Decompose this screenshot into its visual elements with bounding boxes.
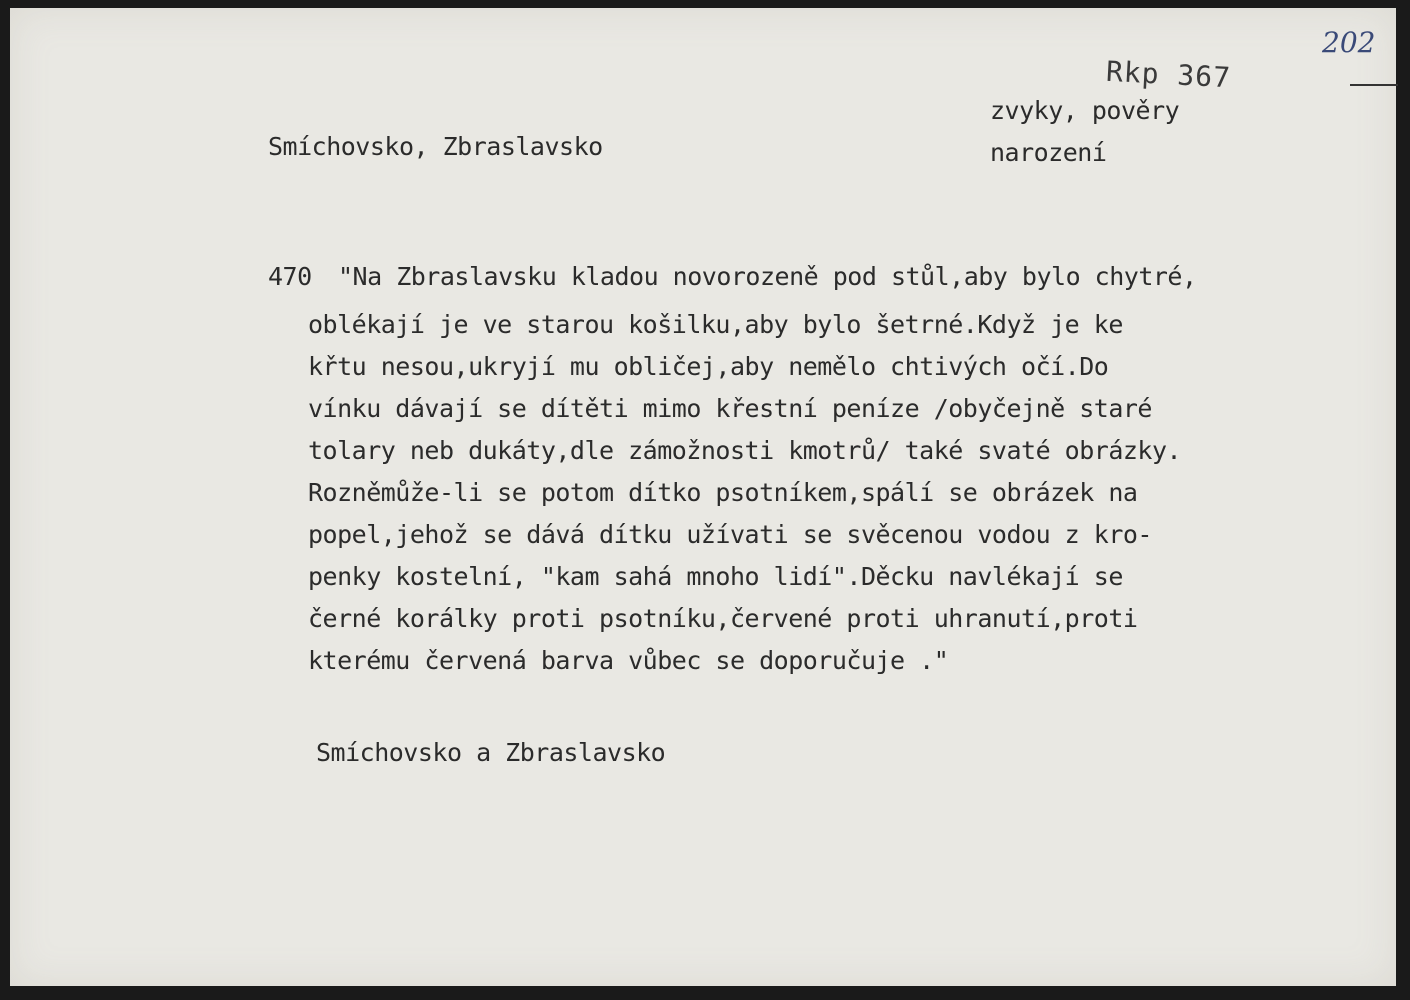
entry-line: penky kostelní, "kam sahá mnoho lidí".Děcku navlékají se — [308, 562, 1123, 591]
entry-body — [308, 304, 1181, 682]
entry-line: vínku dávají se dítěti mimo křestní peníze /obyčejně staré — [308, 394, 1152, 423]
handwritten-page-number: 202 — [1322, 26, 1376, 59]
entry-line: Rozněmůže-li se potom dítko psotníkem,spálí se obrázek na — [308, 478, 1138, 507]
header-topic-line2: narození — [990, 138, 1107, 167]
entry-line: křtu nesou,ukryjí mu obličej,aby nemělo chtivých očí.Do — [308, 352, 1109, 381]
entry-line: popel,jehož se dává dítku užívati se svěcenou vodou z kro- — [308, 520, 1152, 549]
header-topic-line1: zvyky, pověry — [990, 96, 1180, 125]
entry-line: tolary neb dukáty,dle zámožnosti kmotrů/ také svaté obrázky. — [308, 436, 1182, 465]
entry-first-line: "Na Zbraslavsku kladou novorozeně pod stůl,aby bylo chytré, — [338, 262, 1197, 291]
entry-number: 470 — [268, 262, 312, 291]
entry-line: kterému červená barva vůbec se doporučuje ." — [308, 646, 949, 675]
entry-line: černé korálky proti psotníku,červené proti uhranutí,proti — [308, 604, 1138, 633]
header-location: Smíchovsko, Zbraslavsko — [268, 132, 603, 161]
margin-mark — [1350, 84, 1398, 86]
entry-line: oblékají je ve starou košilku,aby bylo šetrné.Když je ke — [308, 310, 1123, 339]
stamp-signature: Rkp 367 — [1105, 54, 1232, 95]
source-note: Smíchovsko a Zbraslavsko — [316, 738, 666, 767]
